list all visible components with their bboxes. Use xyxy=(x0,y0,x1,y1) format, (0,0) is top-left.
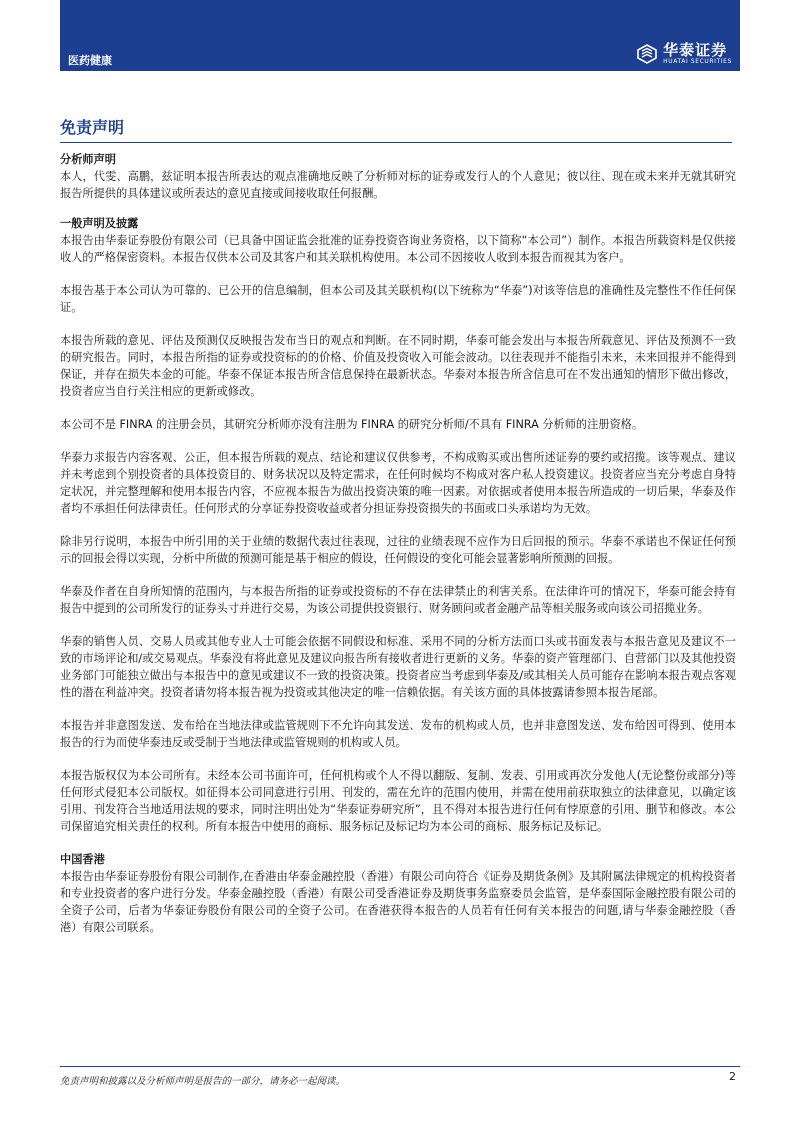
analyst-heading: 分析师声明 xyxy=(60,153,116,166)
general-paragraph: 本报告并非意图发送、发布给在当地法律或监管规则下不允许向其发送、发布的机构或人员，也并非意图发送、发布给因可得到、使用本报告的行为而使华泰违反或受制于当地法律或监管规则的机构或人员。 xyxy=(60,719,736,749)
huatai-logo-icon xyxy=(637,44,657,64)
general-paragraph: 华泰及作者在自身所知情的范围内，与本报告所指的证券或投资标的不存在法律禁止的利害关系。在法律许可的情况下，华泰可能会持有报告中提到的公司所发行的证券头寸并进行交易，为该公司提供投资银行、财务顾问或者金融产品等相关服务或向该公司招揽业务。 xyxy=(60,585,736,615)
general-paragraph: 华泰的销售人员、交易人员或其他专业人士可能会依据不同假设和标准、采用不同的分析方法而口头或书面发表与本报告意见及建议不一致的市场评论和/或交易观点。华泰没有将此意见及建议向报告所有接收者进行更新的义务。华泰的资产管理部门、自营部门以及其他投资业务部门可能独立做出与本报告中的意见或建议不一致的投资决策。投资者应当考虑到华泰及/或其相关人员可能存在影响本报告观点客观性的潜在利益冲突。投资者请勿将本报告视为投资或其他决定的唯一信赖依据。有关该方面的具体披露请参照本报告尾部。 xyxy=(60,635,736,699)
footer-note: 免责声明和披露以及分析师声明是报告的一部分，请务必一起阅读。 xyxy=(60,1076,346,1087)
title-divider xyxy=(60,142,732,143)
general-heading: 一般声明及披露 xyxy=(60,217,139,230)
general-paragraph: 本报告基于本公司认为可靠的、已公开的信息编制，但本公司及其关联机构(以下统称为“华泰”)对该等信息的准确性及完整性不作任何保证。 xyxy=(60,284,736,314)
page-number: 2 xyxy=(729,1070,736,1083)
general-paragraph: 本公司不是 FINRA 的注册会员，其研究分析师亦没有注册为 FINRA 的研究分析师/不具有 FINRA 分析师的注册资格。 xyxy=(60,418,644,431)
general-paragraph: 本报告版权仅为本公司所有。未经本公司书面许可，任何机构或个人不得以翻版、复制、发表、引用或再次分发他人(无论整份或部分)等任何形式侵犯本公司版权。如征得本公司同意进行引用、刊发的，需在允许的范围内使用，并需在使用前获取独立的法律意见，以确定该引用、刊发符合当地适用法规的要求，同时注明出处为“华泰证券研究所”，且不得对本报告进行任何有悖原意的引用、删节和修改。本公司保留追究相关责任的权利。所有本报告中使用的商标、服务标记及标记均为本公司的商标、服务标记及标记。 xyxy=(60,769,736,833)
general-paragraph: 除非另行说明，本报告中所引用的关于业绩的数据代表过往表现，过往的业绩表现不应作为日后回报的预示。华泰不承诺也不保证任何预示的回报会得以实现，分析中所做的预测可能是基于相应的假设，任何假设的变化可能会显著影响所预测的回报。 xyxy=(60,535,736,565)
logo-text-cn: 华泰证券 xyxy=(663,41,728,59)
header-bar xyxy=(60,0,740,71)
logo-text-en: HUATAI SECURITIES xyxy=(663,58,732,65)
footer-divider xyxy=(60,1066,740,1067)
general-paragraph: 华泰力求报告内容客观、公正，但本报告所载的观点、结论和建议仅供参考，不构成购买或出售所述证券的要约或招揽。该等观点、建议并未考虑到个别投资者的具体投资目的、财务状况以及特定需求，在任何时候均不构成对客户私人投资建议。投资者应当充分考虑自身特定状况，并完整理解和使用本报告内容，不应视本报告为做出投资决策的唯一因素。对依据或者使用本报告所造成的一切后果，华泰及作者均不承担任何法律责任。任何形式的分享证券投资收益或者分担证券投资损失的书面或口头承诺均为无效。 xyxy=(60,451,736,515)
company-logo xyxy=(637,40,732,68)
general-paragraph: 本报告所载的意见、评估及预测仅反映报告发布当日的观点和判断。在不同时期，华泰可能会发出与本报告所载意见、评估及预测不一致的研究报告。同时，本报告所指的证券或投资标的的价格、价值及投资收入可能会波动。以往表现并不能指引未来，未来回报并不能得到保证，并存在损失本金的可能。华泰不保证本报告所含信息保持在最新状态。华泰对本报告所含信息可在不发出通知的情形下做出修改，投资者应当自行关注相应的更新或修改。 xyxy=(60,334,736,398)
page-title: 免责声明 xyxy=(60,118,125,137)
hongkong-paragraph: 本报告由华泰证券股份有限公司制作,在香港由华泰金融控股（香港）有限公司向符合《证券及期货条例》及其附属法律规定的机构投资者和专业投资者的客户进行分发。华泰金融控股（香港）有限公司受香港证券及期货事务监察委员会监管，是华泰国际金融控股有限公司的全资子公司，后者为华泰证券股份有限公司的全资子公司。在香港获得本报告的人员若有任何有关本报告的问题,请与华泰金融控股（香港）有限公司联系。 xyxy=(60,870,736,934)
disclaimer-body xyxy=(60,151,736,936)
general-paragraph: 本报告由华泰证券股份有限公司（已具备中国证监会批准的证券投资咨询业务资格，以下简称“本公司”）制作。本报告所载资料是仅供接收人的严格保密资料。本报告仅供本公司及其客户和其关联机构使用。本公司不因接收人收到本报告而视其为客户。 xyxy=(60,234,736,264)
hongkong-heading: 中国香港 xyxy=(60,853,105,866)
section-label: 医药健康 xyxy=(68,54,112,67)
analyst-statement: 本人，代雯、高鹏，兹证明本报告所表达的观点准确地反映了分析师对标的证券或发行人的个人意见；彼以往、现在或未来并无就其研究报告所提供的具体建议或所表达的意见直接或间接收取任何报酬。 xyxy=(60,170,736,200)
